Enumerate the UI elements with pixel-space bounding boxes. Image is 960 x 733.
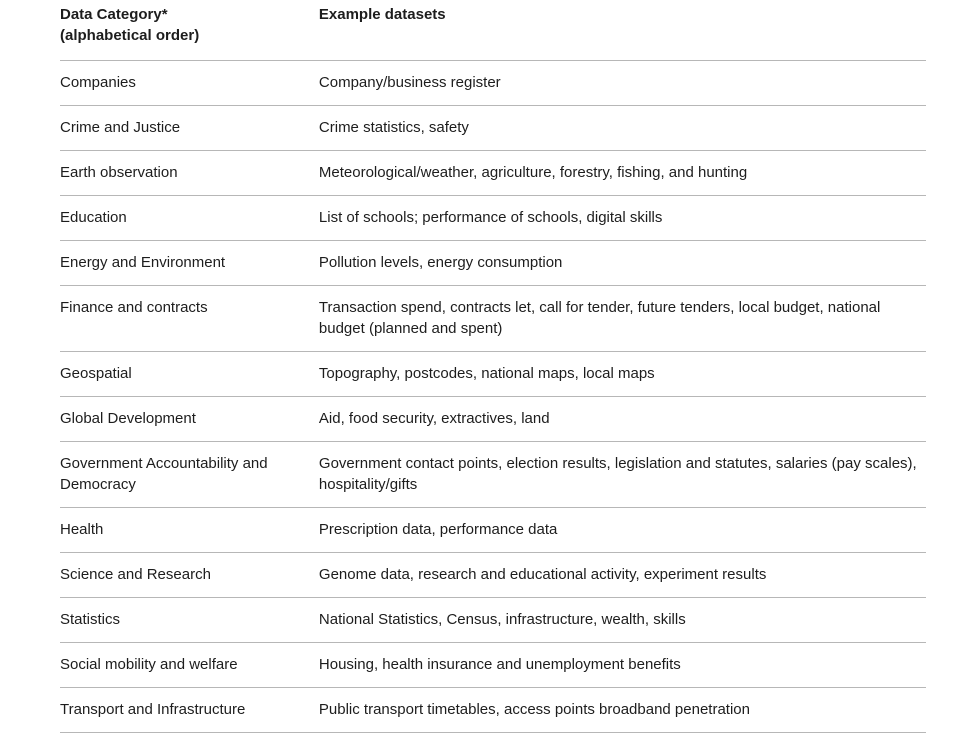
table-row (60, 442, 926, 508)
table-row (60, 598, 926, 643)
examples-cell: Public transport timetables, access points broadband penetration (319, 688, 926, 733)
category-cell: Finance and contracts (60, 286, 319, 352)
examples-cell: Aid, food security, extractives, land (319, 397, 926, 442)
category-cell: Statistics (60, 598, 319, 643)
category-cell: Companies (60, 61, 319, 106)
header-row (60, 0, 926, 61)
examples-cell: Prescription data, performance data (319, 508, 926, 553)
examples-cell: Genome data, research and educational activity, experiment results (319, 553, 926, 598)
table-row (60, 352, 926, 397)
table-row (60, 61, 926, 106)
examples-cell: Company/business register (319, 61, 926, 106)
table-row (60, 553, 926, 598)
column-header-category (60, 0, 319, 61)
examples-cell: Housing, health insurance and unemployment benefits (319, 643, 926, 688)
category-cell: Transport and Infrastructure (60, 688, 319, 733)
table-row (60, 286, 926, 352)
examples-cell: Topography, postcodes, national maps, local maps (319, 352, 926, 397)
examples-cell: Transaction spend, contracts let, call for tender, future tenders, local budget, national budget (planned and spent) (319, 286, 926, 352)
examples-cell: List of schools; performance of schools, digital skills (319, 196, 926, 241)
category-cell: Global Development (60, 397, 319, 442)
category-cell: Geospatial (60, 352, 319, 397)
category-cell: Education (60, 196, 319, 241)
category-cell: Health (60, 508, 319, 553)
examples-cell: National Statistics, Census, infrastructure, wealth, skills (319, 598, 926, 643)
examples-cell: Meteorological/weather, agriculture, forestry, fishing, and hunting (319, 151, 926, 196)
table-body (60, 61, 926, 733)
examples-cell: Crime statistics, safety (319, 106, 926, 151)
category-cell: Crime and Justice (60, 106, 319, 151)
table-row (60, 106, 926, 151)
data-categories-table-container (60, 0, 926, 733)
table-row (60, 151, 926, 196)
table-row (60, 397, 926, 442)
column-header-category-note: (alphabetical order) (60, 27, 200, 44)
table-row (60, 241, 926, 286)
category-cell: Social mobility and welfare (60, 643, 319, 688)
column-header-examples: Example datasets (319, 0, 926, 61)
table-row (60, 688, 926, 733)
table-row (60, 508, 926, 553)
examples-cell: Government contact points, election results, legislation and statutes, salaries (pay scales), hospitality/gifts (319, 442, 926, 508)
category-cell: Science and Research (60, 553, 319, 598)
table-header (60, 0, 926, 61)
table-row (60, 196, 926, 241)
data-categories-table (60, 0, 926, 733)
column-header-category-title: Data Category* (60, 6, 168, 23)
category-cell: Earth observation (60, 151, 319, 196)
table-row (60, 643, 926, 688)
category-cell: Government Accountability and Democracy (60, 442, 319, 508)
category-cell: Energy and Environment (60, 241, 319, 286)
examples-cell: Pollution levels, energy consumption (319, 241, 926, 286)
